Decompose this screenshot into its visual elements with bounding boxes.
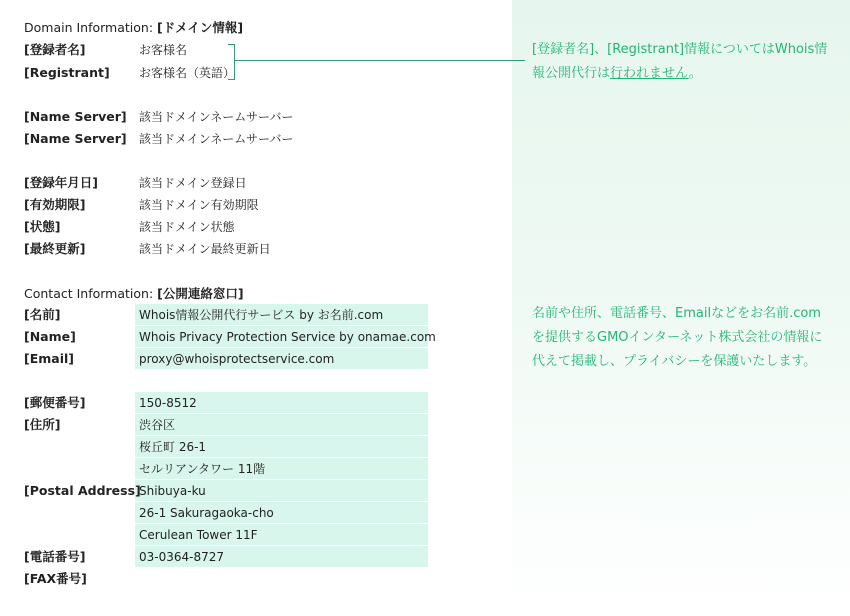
highlight-address-1 <box>135 414 428 435</box>
name-server-label-1: [Name Server] <box>24 109 127 124</box>
expiration-label: [有効期限] <box>24 197 86 212</box>
registrant-bracket <box>228 44 235 80</box>
status-value: 該当ドメイン状態 <box>139 220 235 234</box>
postal-address-label: [Postal Address] <box>24 483 141 498</box>
fax-label: [FAX番号] <box>24 571 87 586</box>
domain-info-header-ja: [ドメイン情報] <box>157 20 244 35</box>
contact-name-en-value: Whois Privacy Protection Service by onamae.com <box>139 330 436 344</box>
contact-name-en-label: [Name] <box>24 329 76 344</box>
contact-name-ja-label: [名前] <box>24 307 61 322</box>
name-server-label-2: [Name Server] <box>24 131 127 146</box>
address-label: [住所] <box>24 417 61 432</box>
postal-code-label: [郵便番号] <box>24 395 86 410</box>
contact-note: 名前や住所、電話番号、Emailなどをお名前.comを提供するGMOインターネット株式会社の情報に代えて掲載し、プライバシーを保護いたします。 <box>532 306 823 369</box>
name-server-value-2: 該当ドメインネームサーバー <box>139 132 294 146</box>
registrant-en-label: [Registrant] <box>24 65 110 80</box>
domain-info-header-en: Domain Information: <box>24 20 154 35</box>
domain-info-header <box>24 20 243 36</box>
postal-address-value-2: 26-1 Sakuragaoka-cho <box>139 506 274 520</box>
contact-info-header-ja: [公開連絡窓口] <box>157 286 244 301</box>
registrant-ja-value: お客様名 <box>139 43 188 57</box>
phone-value: 03-0364-8727 <box>139 550 225 564</box>
postal-address-value-1: Shibuya-ku <box>139 484 206 498</box>
contact-email-label: [Email] <box>24 351 74 366</box>
contact-email-value: proxy@whoisprotectservice.com <box>139 352 335 366</box>
registrant-ja-label: [登録者名] <box>24 42 86 57</box>
address-value-1: 渋谷区 <box>139 418 176 432</box>
status-label: [状態] <box>24 219 61 234</box>
registrant-connector-line <box>234 60 525 61</box>
postal-code-value: 150-8512 <box>139 396 197 410</box>
last-update-label: [最終更新] <box>24 241 86 256</box>
registrant-note-period: 。 <box>688 66 702 81</box>
registrant-note <box>532 38 832 86</box>
expiration-value: 該当ドメイン有効期限 <box>139 198 259 212</box>
address-value-3: セルリアンタワー 11階 <box>139 462 266 476</box>
registrant-en-value: お客様名（英語） <box>139 66 236 80</box>
contact-info-header <box>24 286 244 302</box>
registration-date-label: [登録年月日] <box>24 175 98 190</box>
name-server-value-1: 該当ドメインネームサーバー <box>139 110 294 124</box>
contact-info-header-en: Contact Information: <box>24 286 154 301</box>
phone-label: [電話番号] <box>24 549 86 564</box>
address-value-2: 桜丘町 26-1 <box>139 440 207 454</box>
last-update-value: 該当ドメイン最終更新日 <box>139 242 271 256</box>
registrant-note-text: [登録者名]、[Registrant]情報についてはWhois情報公開代行は <box>532 42 828 81</box>
registration-date-value: 該当ドメイン登録日 <box>139 176 247 190</box>
registrant-note-emphasis: 行われません <box>610 66 689 81</box>
contact-name-ja-value: Whois情報公開代行サービス by お名前.com <box>139 308 384 322</box>
postal-address-value-3: Cerulean Tower 11F <box>139 528 258 542</box>
